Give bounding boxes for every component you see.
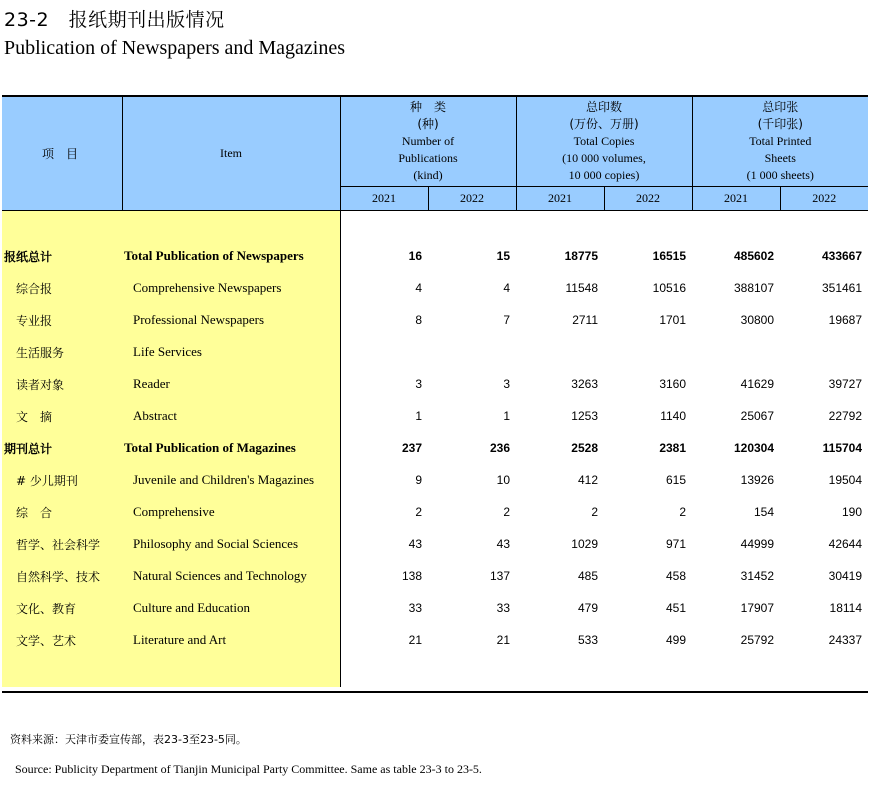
value-cell: 615 xyxy=(665,473,687,487)
value-cell: 4 xyxy=(503,281,510,295)
value-cell: 44999 xyxy=(740,537,775,551)
year-header: 2021 xyxy=(340,186,428,210)
header-number-of-publications xyxy=(340,97,516,186)
value-cell: 412 xyxy=(577,473,598,487)
header-label: 总印数 xyxy=(586,99,623,114)
value-cell: 10516 xyxy=(652,281,687,295)
row-label-chinese: 生活服务 xyxy=(2,336,122,368)
table-row xyxy=(2,240,868,272)
value-cell: 115704 xyxy=(822,441,863,455)
header-label: 10 000 copies) xyxy=(568,167,640,182)
value-cell: 9 xyxy=(415,473,422,487)
row-label-english: Total Publication of Magazines xyxy=(122,432,340,464)
header-label: Sheets xyxy=(764,150,796,165)
table-body xyxy=(2,210,868,687)
bottom-spacer-row xyxy=(2,656,868,687)
value-cell: 458 xyxy=(665,569,687,583)
value-cell: 479 xyxy=(577,601,598,615)
row-label-chinese: 哲学、社会科学 xyxy=(2,528,122,560)
value-cell: 485 xyxy=(577,569,598,583)
row-label-english: Comprehensive xyxy=(122,496,340,528)
value-cell: 237 xyxy=(401,441,422,455)
value-cell: 21 xyxy=(408,633,422,647)
source-note-chinese: 资料来源：天津市委宣传部，表23-3至23-5同。 xyxy=(10,733,247,746)
statistics-table xyxy=(2,97,868,687)
value-cell: 16515 xyxy=(652,249,687,263)
value-cell: 2 xyxy=(503,505,510,519)
value-cell: 3 xyxy=(415,377,422,391)
value-cell: 120304 xyxy=(733,441,775,455)
table-row xyxy=(2,368,868,400)
spacer-cell xyxy=(692,210,780,240)
row-label-english: Total Publication of Newspapers xyxy=(122,240,340,272)
table-row xyxy=(2,592,868,624)
year-header: 2021 xyxy=(692,186,780,210)
value-cell: 2528 xyxy=(571,441,598,455)
statistics-table-frame xyxy=(2,95,868,693)
table-row xyxy=(2,464,868,496)
value-cell: 2 xyxy=(591,505,598,519)
value-cell: 30800 xyxy=(740,313,775,327)
spacer-cell xyxy=(2,656,122,687)
row-label-chinese: 期刊总计 xyxy=(2,432,122,464)
value-cell: 3160 xyxy=(659,377,687,391)
value-cell xyxy=(428,336,516,368)
value-cell: 42644 xyxy=(828,537,863,551)
table-row xyxy=(2,560,868,592)
row-label-english: Comprehensive Newspapers xyxy=(122,272,340,304)
table-row xyxy=(2,272,868,304)
value-cell: 1 xyxy=(415,409,422,423)
spacer-cell xyxy=(2,210,122,240)
value-cell: 533 xyxy=(577,633,598,647)
row-label-chinese: 读者对象 xyxy=(2,368,122,400)
value-cell xyxy=(604,336,692,368)
row-label-chinese: 文 摘 xyxy=(2,400,122,432)
row-label-chinese: 报纸总计 xyxy=(2,240,122,272)
value-cell: 30419 xyxy=(828,569,863,583)
header-row xyxy=(2,97,868,186)
value-cell: 18114 xyxy=(829,601,863,615)
value-cell: 31452 xyxy=(740,569,775,583)
year-header: 2022 xyxy=(780,186,868,210)
row-label-chinese: 专业报 xyxy=(2,304,122,336)
header-item-chinese: 项 目 xyxy=(2,97,122,210)
value-cell: 7 xyxy=(503,313,510,327)
top-spacer-row xyxy=(2,210,868,240)
value-cell: 11548 xyxy=(565,281,598,295)
value-cell: 24337 xyxy=(828,633,863,647)
spacer-cell xyxy=(516,656,604,687)
year-header: 2022 xyxy=(428,186,516,210)
value-cell xyxy=(780,336,868,368)
row-label-chinese: 自然科学、技术 xyxy=(2,560,122,592)
value-cell: 451 xyxy=(665,601,687,615)
value-cell: 19687 xyxy=(828,313,863,327)
year-header: 2022 xyxy=(604,186,692,210)
value-cell: 190 xyxy=(842,505,863,519)
value-cell: 41629 xyxy=(740,377,775,391)
header-label: (1 000 sheets) xyxy=(746,167,814,182)
value-cell: 3263 xyxy=(571,377,598,391)
header-label: (kind) xyxy=(413,167,443,182)
value-cell: 13926 xyxy=(740,473,775,487)
spacer-cell xyxy=(780,210,868,240)
header-total-copies xyxy=(516,97,692,186)
value-cell: 4 xyxy=(415,281,422,295)
table-title-chinese: 23-2 报纸期刊出版情况 xyxy=(4,9,225,31)
table-row xyxy=(2,624,868,656)
header-label: 总印张 xyxy=(762,99,799,114)
value-cell: 2 xyxy=(679,505,687,519)
value-cell: 33 xyxy=(496,601,510,615)
value-cell: 971 xyxy=(665,537,687,551)
table-row xyxy=(2,336,868,368)
row-label-english: Professional Newspapers xyxy=(122,304,340,336)
value-cell: 10 xyxy=(496,473,510,487)
table-row xyxy=(2,432,868,464)
row-label-english: Abstract xyxy=(122,400,340,432)
header-label: Total Printed xyxy=(749,133,812,148)
header-label: (种) xyxy=(417,116,439,131)
spacer-cell xyxy=(780,656,868,687)
value-cell: 16 xyxy=(408,249,422,263)
table-row xyxy=(2,304,868,336)
table-title-english: Publication of Newspapers and Magazines xyxy=(4,37,346,59)
value-cell: 236 xyxy=(489,441,510,455)
header-total-printed-sheets xyxy=(692,97,868,186)
value-cell: 19504 xyxy=(828,473,863,487)
value-cell: 485602 xyxy=(733,249,775,263)
value-cell: 433667 xyxy=(821,249,863,263)
value-cell: 138 xyxy=(401,569,422,583)
header-label: (万份、万册) xyxy=(569,116,639,131)
header-label: Publications xyxy=(398,150,458,165)
value-cell xyxy=(340,336,428,368)
year-header: 2021 xyxy=(516,186,604,210)
value-cell: 43 xyxy=(496,537,510,551)
row-label-english: Life Services xyxy=(122,336,340,368)
table-row xyxy=(2,528,868,560)
header-label: 种 类 xyxy=(409,99,446,114)
value-cell: 15 xyxy=(496,249,510,263)
spacer-cell xyxy=(428,656,516,687)
row-label-english: Natural Sciences and Technology xyxy=(122,560,340,592)
value-cell: 17907 xyxy=(740,601,775,615)
value-cell: 22792 xyxy=(828,409,863,423)
value-cell xyxy=(692,336,780,368)
header-label: Number of xyxy=(401,133,455,148)
value-cell xyxy=(516,336,604,368)
value-cell: 39727 xyxy=(828,377,863,391)
row-label-english: Culture and Education xyxy=(122,592,340,624)
spacer-cell xyxy=(604,656,692,687)
value-cell: 43 xyxy=(408,537,422,551)
spacer-cell xyxy=(122,656,340,687)
value-cell: 388107 xyxy=(733,281,775,295)
row-label-english: Philosophy and Social Sciences xyxy=(122,528,340,560)
spacer-cell xyxy=(428,210,516,240)
row-label-chinese: 综合报 xyxy=(2,272,122,304)
row-label-english: Juvenile and Children's Magazines xyxy=(122,464,340,496)
value-cell: 25792 xyxy=(740,633,775,647)
value-cell: 21 xyxy=(496,633,510,647)
value-cell: 33 xyxy=(408,601,422,615)
value-cell: 2711 xyxy=(572,313,598,327)
value-cell: 1 xyxy=(503,409,510,423)
row-label-chinese: 文学、艺术 xyxy=(2,624,122,656)
value-cell: 1140 xyxy=(660,409,687,423)
value-cell: 137 xyxy=(489,569,510,583)
value-cell: 154 xyxy=(753,505,775,519)
source-note-english: Source: Publicity Department of Tianjin Municipal Party Committee. Same as table 23-3 to 23-5. xyxy=(15,762,482,776)
spacer-cell xyxy=(604,210,692,240)
value-cell: 1029 xyxy=(571,537,598,551)
table-row xyxy=(2,400,868,432)
value-cell: 499 xyxy=(665,633,687,647)
value-cell: 351461 xyxy=(821,281,863,295)
row-label-english: Reader xyxy=(122,368,340,400)
row-label-english: Literature and Art xyxy=(122,624,340,656)
value-cell: 25067 xyxy=(740,409,775,423)
spacer-cell xyxy=(692,656,780,687)
value-cell: 2381 xyxy=(659,441,687,455)
value-cell: 18775 xyxy=(564,249,598,263)
value-cell: 8 xyxy=(415,313,422,327)
row-label-chinese: 综 合 xyxy=(2,496,122,528)
value-cell: 1701 xyxy=(659,313,687,327)
header-label: Total Copies xyxy=(573,133,635,148)
value-cell: 1253 xyxy=(571,409,598,423)
row-label-chinese: # 少儿期刊 xyxy=(2,464,122,496)
value-cell: 2 xyxy=(415,505,422,519)
spacer-cell xyxy=(340,656,428,687)
spacer-cell xyxy=(122,210,340,240)
value-cell: 3 xyxy=(503,377,510,391)
table-row xyxy=(2,496,868,528)
spacer-cell xyxy=(340,210,428,240)
spacer-cell xyxy=(516,210,604,240)
header-item-english: Item xyxy=(122,97,340,210)
header-label: (10 000 volumes, xyxy=(562,150,646,165)
header-label: (千印张) xyxy=(757,116,803,131)
row-label-chinese: 文化、教育 xyxy=(2,592,122,624)
